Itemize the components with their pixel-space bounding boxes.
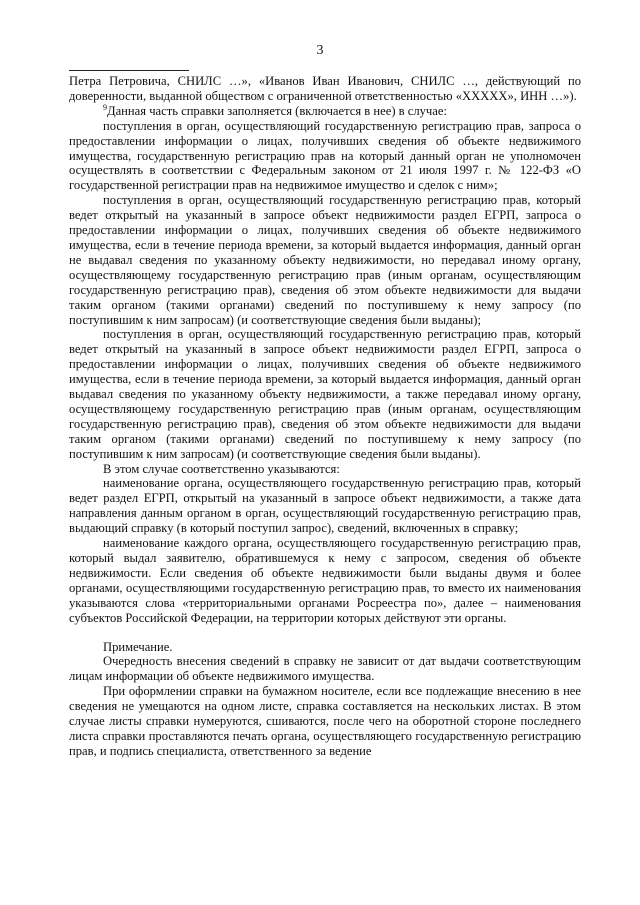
indication-1-paragraph: наименование органа, осуществляющего государственную регистрацию прав, который ведет раздел ЕГРП, открытый на указанный в запросе объект недвижимости, а также дата направления данным органом в орган, осуществляющий государственную регистрацию прав, выдающий справку (в который поступил запрос), сведений, включенных в справку; — [69, 476, 581, 536]
footnote-separator — [69, 70, 189, 71]
note-paper-paragraph: При оформлении справки на бумажном носителе, если все подлежащие внесению в нее сведения не умещаются на одном листе, справка составляется на нескольких листах. В этом случае листы справки нумеруются, сшиваются, после чего на оборотной стороне последнего листа справки проставляются печать органа, осуществляющего государственную регистрацию прав, и подпись специалиста, ответственного за ведение — [69, 684, 581, 758]
indication-2-paragraph: наименование каждого органа, осуществляющего государственную регистрацию прав, который выдал заявителю, обратившемуся к нему с запросом, сведения об объекте недвижимости. Если сведения об объекте недвижимости были выданы двумя и более органами, осуществляющими государственную регистрацию прав, то вместо их наименования указываются слова «территориальными органами Росреестра по», далее – наименования субъектов Российской Федерации, на территории которых действуют эти органы. — [69, 536, 581, 625]
condition-3-paragraph: поступления в орган, осуществляющий государственную регистрацию прав, который ведет открытый на указанный в запросе объект недвижимости раздел ЕГРП, запроса о предоставлении информации о лицах, получивших сведения об объекте недвижимого имущества, если в течение периода времени, за который выдается информация, данный орган выдавал сведения по указанному объекту недвижимости, а также передавал иному органу, осуществляющему государственную регистрацию прав (иным органам, осуществляющим государственную регистрацию прав), сведения об этом объекте недвижимости для выдачи таким органом (такими органами) сведений по поступившему к нему запросу (по поступившим к ним запросам) (и соответствующие сведения были выданы). — [69, 327, 581, 461]
note-heading: Примечание. — [103, 639, 173, 654]
page-number: 3 — [316, 43, 324, 58]
page-content — [69, 74, 581, 759]
condition-1-paragraph: поступления в орган, осуществляющий государственную регистрацию прав, запроса о предоставлении информации о лицах, получивших сведения об объекте недвижимого имущества, государственную регистрацию прав на который данный орган не уполномочен осуществлять в соответствии с Федеральным законом от 21 июля 1997 г. № 122-ФЗ «О государственной регистрации прав на недвижимое имущество и сделок с ним»; — [69, 118, 581, 193]
condition-2-paragraph: поступления в орган, осуществляющий государственную регистрацию прав, который ведет открытый на указанный в запросе объект недвижимости раздел ЕГРП, запроса о предоставлении информации о лицах, получивших сведения об объекте недвижимого имущества, если в течение периода времени, за который выдается информация, данный орган не выдавал сведения по указанному объекту недвижимости, но передавал иному органу, осуществляющему государственную регистрацию прав (иным органам, осуществляющим государственную регистрацию прав), сведения об этом объекте недвижимости для выдачи таким органом (такими органами) сведений по поступившему к нему запросу (по поступившим к ним запросам) (и соответствующие сведения были выданы); — [69, 193, 581, 327]
indication-intro-paragraph: В этом случае соответственно указываются: — [103, 461, 340, 476]
footnote-marker: 9 — [103, 102, 107, 112]
footnote-continuation: Петра Петровича, СНИЛС …», «Иванов Иван Иванович, СНИЛС …, действующий по доверенности, выданной обществом с ограниченной ответственностью «XXXXX», ИНН …»). — [69, 74, 581, 103]
footnote-9 — [69, 104, 581, 119]
note-order-paragraph: Очередность внесения сведений в справку не зависит от дат выдачи соответствующим лицам информации об объекте недвижимого имущества. — [69, 654, 581, 684]
footnote-9-text: Данная часть справки заполняется (включается в нее) в случае: — [107, 103, 447, 118]
